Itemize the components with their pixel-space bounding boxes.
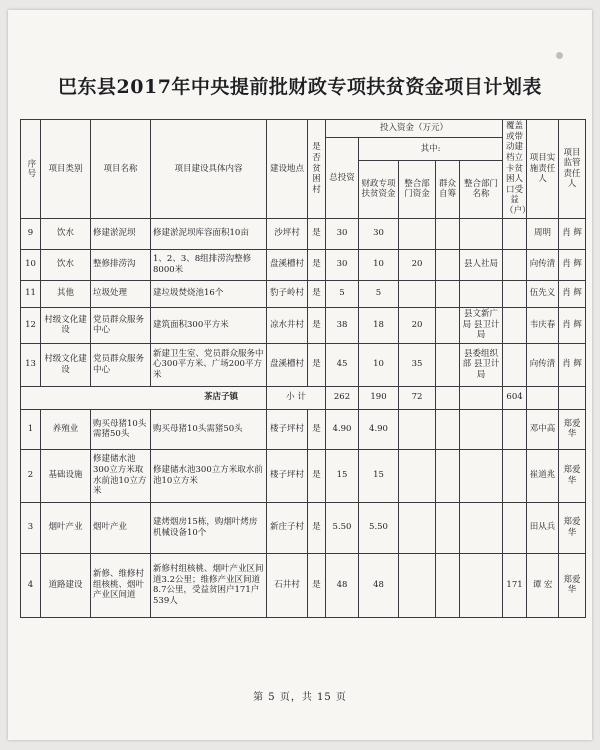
table-cell: 建筑面积300平方米 [151,307,267,343]
table-cell: 盘溪槽村 [267,249,308,280]
table-cell: 购买母猪10头需猪50头 [151,409,267,449]
table-cell: 谭 宏 [527,553,559,617]
table-cell: 20 [399,249,436,280]
table-cell: 48 [326,553,359,617]
header-name: 项目名称 [91,120,151,219]
table-cell: 12 [21,307,41,343]
table-cell: 道路建设 [41,553,91,617]
township-label: 茶店子镇 [21,386,267,409]
table-cell: 10 [359,249,399,280]
header-self-raised: 群众自筹 [436,160,460,218]
table-cell: 县文新广局 县卫计局 [460,307,503,343]
table-cell: 石井村 [267,553,308,617]
table-cell: 是 [308,307,326,343]
table-cell [527,386,559,409]
table-cell [503,449,527,502]
table-cell [503,307,527,343]
table-cell [503,280,527,307]
table-cell: 1、2、3、8组排涝沟整修8000米 [151,249,267,280]
table-cell: 其他 [41,280,91,307]
punch-hole [556,52,563,59]
table-cell: 新修村组核桃、烟叶产业区间道3.2公里；维修产业区间道8.7公里，受益贫困户171户539人 [151,553,267,617]
table-row [21,280,586,307]
table-cell: 是 [308,502,326,553]
table-cell: 垃圾处理 [91,280,151,307]
table-cell: 3 [21,502,41,553]
table-cell: 县人社局 [460,249,503,280]
header-dept-name: 整合部门名称 [460,160,503,218]
table-cell [399,280,436,307]
table-cell: 建烤烟房15栋，购烟叶烤房机械设备10个 [151,502,267,553]
table-cell [436,218,460,249]
table-cell: 171 [503,553,527,617]
header-content: 项目建设具体内容 [151,120,267,219]
table-cell: 修建淤泥坝库容面积10亩 [151,218,267,249]
table-cell: 5 [326,280,359,307]
header-households: 覆盖或带动建档立卡贫困人口受益（户） [503,120,527,219]
table-cell: 党员群众服务中心 [91,343,151,386]
table-cell [460,218,503,249]
table-cell: 烟叶产业 [91,502,151,553]
header-integrated: 整合部门资金 [399,160,436,218]
table-cell: 9 [21,218,41,249]
table-cell: 县委组织部 县卫计局 [460,343,503,386]
table-cell: 楼子坪村 [267,409,308,449]
page-title: 巴东县2017年中央提前批财政专项扶贫资金项目计划表 [58,76,542,98]
table-cell [559,386,586,409]
table-cell [436,502,460,553]
table-row [21,343,586,386]
header-location: 建设地点 [267,120,308,219]
subtotal-caption: 小 计 [267,386,326,409]
header-total: 总投资 [326,138,359,219]
table-cell [399,449,436,502]
table-cell: 新修、维修村组核桃、烟叶产业区间道 [91,553,151,617]
table-cell: 10 [359,343,399,386]
subtotal-integrated: 72 [399,386,436,409]
table-cell: 48 [359,553,399,617]
table-cell: 15 [359,449,399,502]
header-investment: 投入资金（万元） [326,120,503,138]
table-cell: 新庄子村 [267,502,308,553]
table-cell [460,449,503,502]
project-plan-table [20,119,586,618]
table-cell: 30 [326,249,359,280]
table-cell: 崔道兆 [527,449,559,502]
table-cell: 肖 辉 [559,343,586,386]
subtotal-total: 262 [326,386,359,409]
table-cell [399,553,436,617]
table-cell: 基础设施 [41,449,91,502]
table-cell: 购买母猪10头需猪50头 [91,409,151,449]
table-cell: 35 [399,343,436,386]
table-cell: 是 [308,218,326,249]
table-cell: 修建淤泥坝 [91,218,151,249]
table-cell: 30 [326,218,359,249]
table-cell: 烟叶产业 [41,502,91,553]
table-cell [436,409,460,449]
table-cell: 养殖业 [41,409,91,449]
table-cell: 13 [21,343,41,386]
table-cell: 修建储水池300立方米取水前池10立方米 [91,449,151,502]
table-row [21,502,586,553]
table-cell: 村级文化建设 [41,307,91,343]
table-row [21,307,586,343]
table-cell: 村级文化建设 [41,343,91,386]
table-cell: 是 [308,449,326,502]
table-cell: 是 [308,409,326,449]
table-row [21,409,586,449]
table-cell: 伍先义 [527,280,559,307]
table-cell: 肖 辉 [559,307,586,343]
table-row [21,218,586,249]
table-cell: 是 [308,249,326,280]
table-cell: 向传清 [527,343,559,386]
table-cell [399,502,436,553]
table-cell: 11 [21,280,41,307]
table-cell: 豹子岭村 [267,280,308,307]
table-cell [436,280,460,307]
table-cell: 是 [308,553,326,617]
table-cell: 15 [326,449,359,502]
subtotal-fiscal: 190 [359,386,399,409]
header-among: 其中: [359,138,503,161]
table-cell: 4.90 [359,409,399,449]
table-cell: 盘溪槽村 [267,343,308,386]
table-cell [460,280,503,307]
table-row [21,553,586,617]
header-label: 序号 [25,159,36,179]
subtotal-households: 604 [503,386,527,409]
table-cell: 郑爱华 [559,409,586,449]
table-cell: 肖 辉 [559,249,586,280]
table-cell [436,553,460,617]
header-implementer: 项目实施责任人 [527,120,559,219]
subtotal-row [21,386,586,409]
table-cell: 4.90 [326,409,359,449]
table-cell: 5 [359,280,399,307]
header-category: 项目类别 [41,120,91,219]
table-cell [460,502,503,553]
table-cell: 1 [21,409,41,449]
table-cell: 建垃圾焚烧池16个 [151,280,267,307]
table-cell: 是 [308,280,326,307]
header-seq [21,120,41,219]
table-cell [460,553,503,617]
table-cell: 周明 [527,218,559,249]
table-cell [503,249,527,280]
table-cell: 韦庆春 [527,307,559,343]
table-cell [503,409,527,449]
table-cell: 修建储水池300立方米取水前池10立方米 [151,449,267,502]
table-cell: 党员群众服务中心 [91,307,151,343]
table-cell: 整修排涝沟 [91,249,151,280]
table-cell: 楼子坪村 [267,449,308,502]
table-cell: 郑爱华 [559,553,586,617]
table-cell [460,386,503,409]
header-poor-village: 是否贫困村 [308,120,326,219]
table-cell: 5.50 [326,502,359,553]
table-cell: 肖 辉 [559,218,586,249]
table-cell: 20 [399,307,436,343]
table-cell: 4 [21,553,41,617]
table-row [21,249,586,280]
table-cell [503,218,527,249]
table-row [21,449,586,502]
table-cell [460,409,503,449]
table-cell: 向传清 [527,249,559,280]
header-supervisor: 项目监管责任人 [559,120,586,219]
table-cell: 饮水 [41,249,91,280]
table-cell: 2 [21,449,41,502]
table-cell [503,502,527,553]
table-cell: 邓中高 [527,409,559,449]
table-cell: 田从兵 [527,502,559,553]
table-cell: 10 [21,249,41,280]
table-cell: 30 [359,218,399,249]
table-cell: 45 [326,343,359,386]
table-cell: 38 [326,307,359,343]
page-number: 第 5 页，共 15 页 [253,692,347,703]
table-cell [436,307,460,343]
table-cell: 新建卫生室、党员群众服务中心300平方米、广场200平方米 [151,343,267,386]
table-cell [436,386,460,409]
table-cell [436,343,460,386]
header-fiscal: 财政专项扶贫资金 [359,160,399,218]
table-cell [436,249,460,280]
table-cell [436,449,460,502]
table-cell: 沙坪村 [267,218,308,249]
table-cell: 郑爱华 [559,449,586,502]
table-cell [399,409,436,449]
table-cell: 是 [308,343,326,386]
table-cell: 饮水 [41,218,91,249]
table-cell: 郑爱华 [559,502,586,553]
table-cell: 5.50 [359,502,399,553]
table-cell: 凉水井村 [267,307,308,343]
table-cell: 肖 辉 [559,280,586,307]
table-cell [399,218,436,249]
table-cell: 18 [359,307,399,343]
table-cell [503,343,527,386]
